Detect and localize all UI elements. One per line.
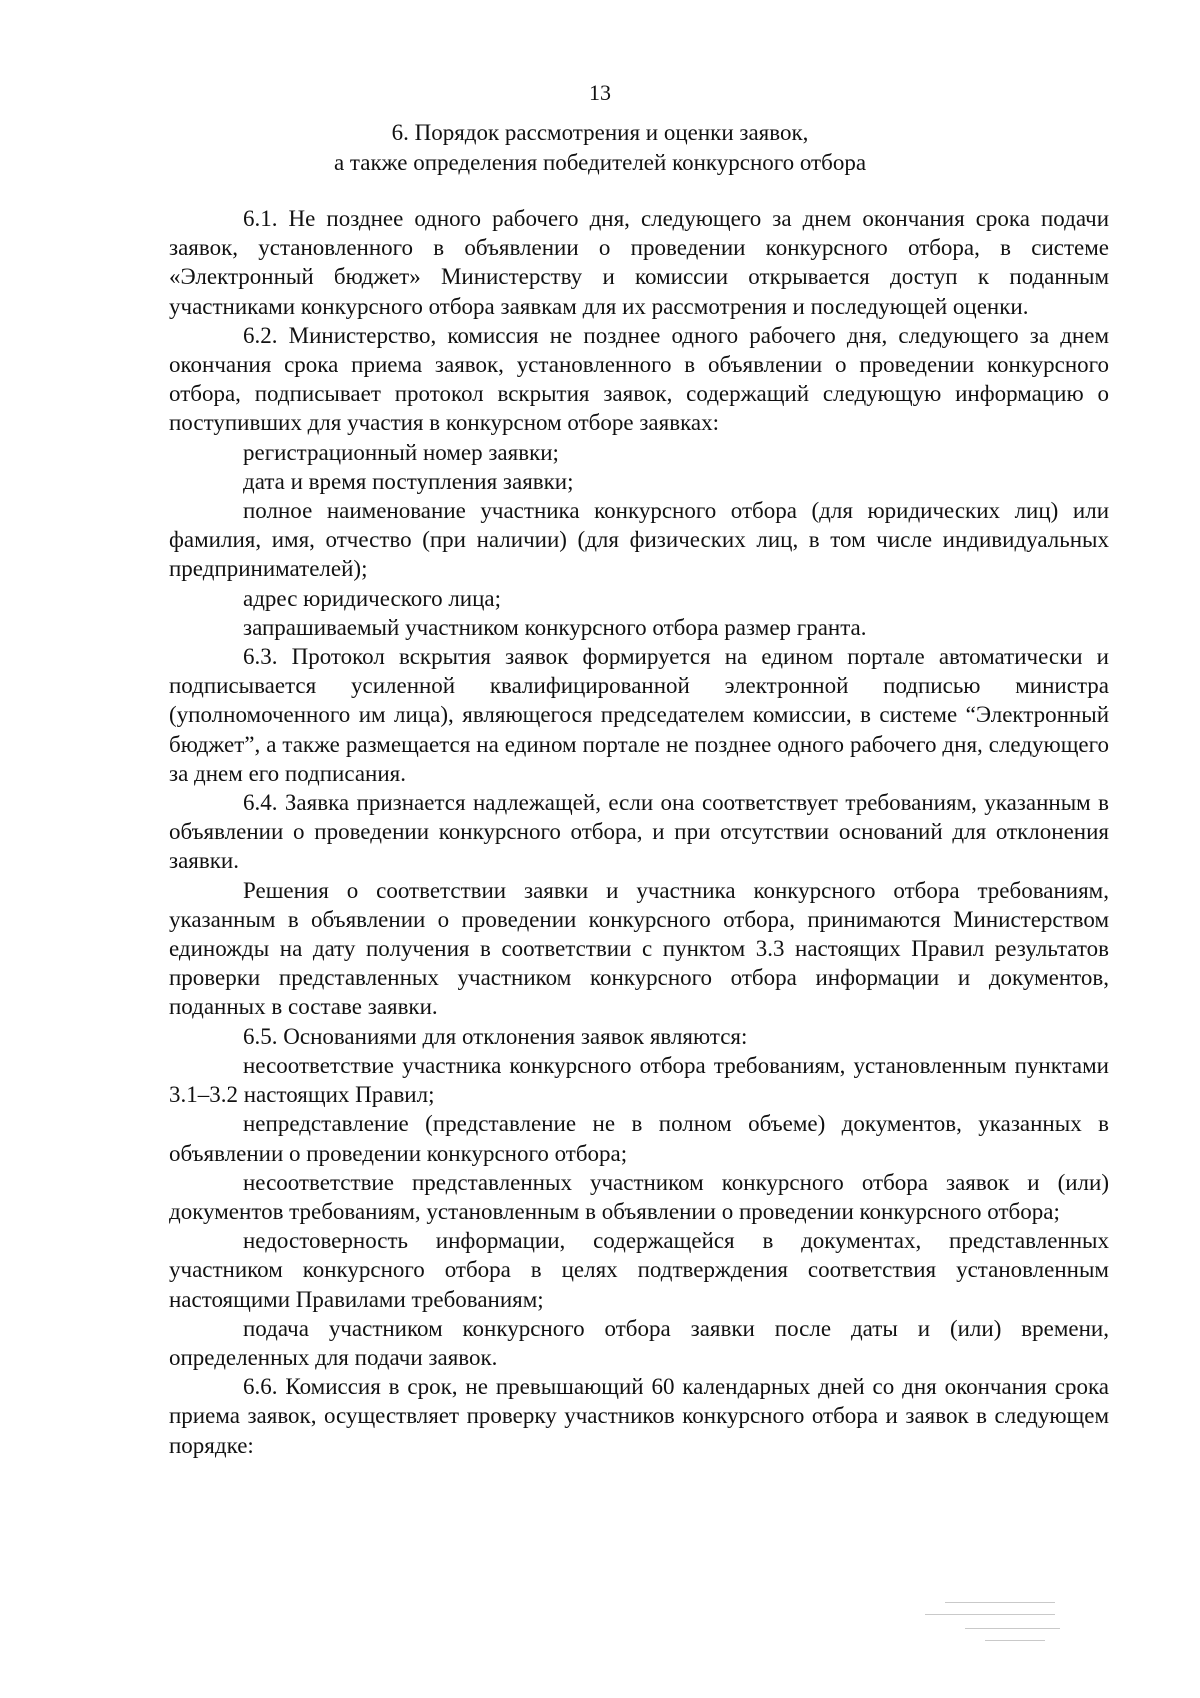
section-title-line-2: а также определения победителей конкурсного отбора — [333, 150, 867, 175]
rejection-reason-2: непредставление (представление не в полном объеме) документов, указанных в объявлении о проведении конкурсного отбора; — [169, 1111, 1109, 1166]
rejection-reason-3: несоответствие представленных участником конкурсного отбора заявок и (или) документов требованиям, установленным в объявлении о проведении конкурсного отбора; — [169, 1169, 1109, 1224]
rejection-reason-1: несоответствие участника конкурсного отбора требованиям, установленным пунктами 3.1–3.2 настоящих Правил; — [169, 1052, 1109, 1108]
document-body — [169, 204, 1109, 1460]
paragraph-6-6: 6.6. Комиссия в срок, не превышающий 60 календарных дней со дня окончания срока приема заявок, осуществляет проверку участников конкурсного отбора и заявок в следующем порядке: — [169, 1374, 1109, 1458]
list-item-grant-size: запрашиваемый участником конкурсного отбора размер гранта. — [243, 614, 867, 640]
section-title — [0, 118, 1200, 178]
rejection-reason-5: подача участником конкурсного отбора заявки после даты и (или) времени, определенных для подачи заявок. — [169, 1315, 1109, 1370]
list-item-date-time: дата и время поступления заявки; — [243, 468, 574, 494]
paragraph-6-4: 6.4. Заявка признается надлежащей, если она соответствует требованиям, указанным в объявлении о проведении конкурсного отбора, и при отсутствии оснований для отклонения заявки. — [169, 790, 1109, 874]
paragraph-6-3: 6.3. Протокол вскрытия заявок формируется на едином портале автоматически и подписывается усиленной квалифицированной электронной подписью министра (уполномоченного им лица), являющегося председателем комиссии, в системе “Электронный бюджет”, а также размещается на едином портале не позднее одного рабочего дня, следующего за днем его подписания. — [169, 644, 1109, 786]
paragraph-6-2: 6.2. Министерство, комиссия не позднее одного рабочего дня, следующего за днем окончания срока приема заявок, установленного в объявлении о проведении конкурсного отбора, подписывает протокол вскрытия заявок, содержащий следующую информацию о поступивших для участия в конкурсном отборе заявках: — [169, 322, 1109, 436]
section-title-line-1: 6. Порядок рассмотрения и оценки заявок, — [391, 120, 809, 145]
faint-scan-artifact — [905, 1598, 1075, 1652]
list-item-full-name: полное наименование участника конкурсного отбора (для юридических лиц) или фамилия, имя, отчество (при наличии) (для физических лиц, в том числе индивидуальных предпринимателей); — [169, 498, 1109, 582]
paragraph-6-5: 6.5. Основаниями для отклонения заявок являются: — [243, 1023, 748, 1049]
list-item-legal-address: адрес юридического лица; — [243, 585, 502, 611]
list-item-registration-number: регистрационный номер заявки; — [243, 439, 559, 465]
paragraph-decisions: Решения о соответствии заявки и участника конкурсного отбора требованиям, указанным в объявлении о проведении конкурсного отбора, принимаются Министерством единожды на дату получения в соответствии с пунктом 3.3 настоящих Правил результатов проверки представленных участником конкурсного отбора информации и документов, поданных в составе заявки. — [169, 877, 1109, 1020]
paragraph-6-1: 6.1. Не позднее одного рабочего дня, следующего за днем окончания срока подачи заявок, установленного в объявлении о проведении конкурсного отбора, в системе «Электронный бюджет» Министерству и комиссии открывается доступ к поданным участниками конкурсного отбора заявкам для их рассмотрения и последующей оценки. — [169, 206, 1109, 319]
page-number: 13 — [589, 80, 611, 105]
rejection-reason-4: недостоверность информации, содержащейся в документах, представленных участником конкурсного отбора в целях подтверждения соответствия установленным настоящими Правилами требованиям; — [169, 1228, 1109, 1312]
